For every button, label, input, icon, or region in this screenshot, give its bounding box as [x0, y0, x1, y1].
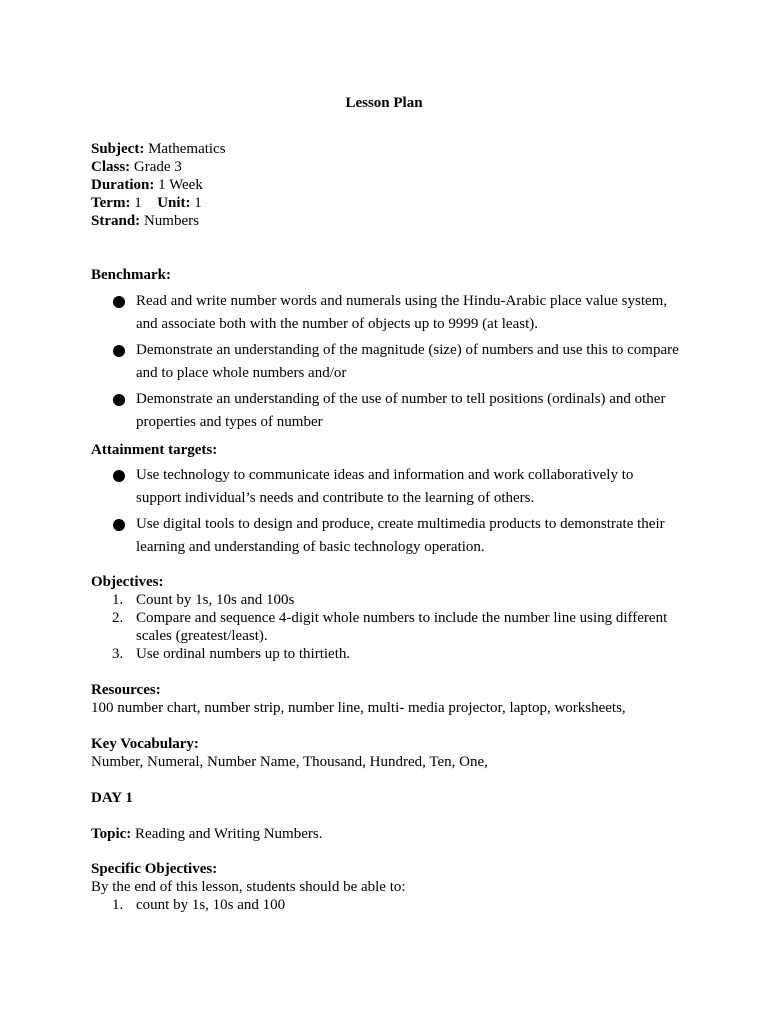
list-item	[91, 290, 681, 336]
subject-value: Mathematics	[148, 141, 226, 157]
list-number: 1.	[112, 897, 124, 913]
attainment-list	[91, 464, 681, 559]
benchmark-item-text: Demonstrate an understanding of the use of number to tell positions (ordinals) and other properties and types of number	[136, 391, 666, 430]
attainment-section	[91, 441, 681, 559]
duration-value: 1 Week	[158, 177, 203, 193]
strand-line	[91, 212, 681, 230]
bullet-icon	[113, 345, 125, 357]
term-value: 1	[134, 195, 142, 211]
topic-label: Topic:	[91, 826, 132, 842]
vocabulary-section	[91, 735, 681, 771]
subject-line	[91, 140, 681, 158]
list-item	[91, 645, 681, 663]
objectives-section	[91, 573, 681, 663]
bullet-icon	[113, 470, 125, 482]
objectives-heading: Objectives:	[91, 574, 164, 590]
resources-heading: Resources:	[91, 682, 161, 698]
duration-label: Duration:	[91, 177, 155, 193]
topic-value: Reading and Writing Numbers.	[135, 826, 323, 842]
benchmark-heading: Benchmark:	[91, 267, 171, 283]
vocabulary-text: Number, Numeral, Number Name, Thousand, Hundred, Ten, One,	[91, 754, 488, 770]
topic-line	[91, 825, 681, 843]
class-line	[91, 158, 681, 176]
list-item	[91, 464, 681, 510]
class-value: Grade 3	[133, 159, 182, 175]
objectives-list	[91, 591, 681, 663]
specific-objectives-list	[91, 896, 681, 914]
benchmark-item-text: Demonstrate an understanding of the magnitude (size) of numbers and use this to compare and to place whole numbers and/or	[136, 342, 679, 381]
list-number: 3.	[112, 646, 124, 662]
list-item	[91, 339, 681, 385]
day-heading: DAY 1	[91, 790, 133, 806]
objective-text: Count by 1s, 10s and 100s	[136, 592, 295, 608]
bullet-icon	[113, 519, 125, 531]
list-item	[91, 609, 681, 645]
document-page	[91, 94, 681, 914]
objective-text: Compare and sequence 4-digit whole numbers to include the number line using different scales (greatest/least).	[136, 610, 668, 644]
benchmark-list	[91, 290, 681, 434]
unit-label: Unit:	[157, 195, 191, 211]
attainment-item-text: Use digital tools to design and produce, create multimedia products to demonstrate their learning and understanding of basic technology operation.	[136, 516, 665, 555]
attainment-heading: Attainment targets:	[91, 442, 218, 458]
subject-label: Subject:	[91, 141, 145, 157]
benchmark-item-text: Read and write number words and numerals using the Hindu-Arabic place value system, and associate both with the number of objects up to 9999 (at least).	[136, 293, 668, 332]
objective-text: Use ordinal numbers up to thirtieth.	[136, 646, 351, 662]
page-title: Lesson Plan	[345, 95, 423, 111]
list-item	[91, 513, 681, 559]
list-number: 2.	[112, 610, 124, 626]
class-label: Class:	[91, 159, 131, 175]
specific-objectives-section	[91, 860, 681, 914]
unit-value: 1	[194, 195, 202, 211]
bullet-icon	[113, 394, 125, 406]
specific-objectives-intro: By the end of this lesson, students should be able to:	[91, 879, 406, 895]
vocabulary-heading: Key Vocabulary:	[91, 736, 199, 752]
list-item	[91, 388, 681, 434]
list-item	[91, 896, 681, 914]
resources-text: 100 number chart, number strip, number line, multi- media projector, laptop, worksheets,	[91, 700, 626, 716]
list-item	[91, 591, 681, 609]
resources-section	[91, 681, 681, 717]
list-number: 1.	[112, 592, 124, 608]
strand-value: Numbers	[143, 213, 199, 229]
term-unit-line	[91, 194, 681, 212]
specific-objectives-heading: Specific Objectives:	[91, 861, 218, 877]
duration-line	[91, 176, 681, 194]
bullet-icon	[113, 296, 125, 308]
meta-block	[91, 140, 681, 230]
benchmark-section	[91, 266, 681, 434]
attainment-item-text: Use technology to communicate ideas and information and work collaboratively to support individual’s needs and contribute to the learning of others.	[136, 467, 634, 506]
specific-objective-text: count by 1s, 10s and 100	[136, 897, 286, 913]
strand-label: Strand:	[91, 213, 141, 229]
term-label: Term:	[91, 195, 131, 211]
